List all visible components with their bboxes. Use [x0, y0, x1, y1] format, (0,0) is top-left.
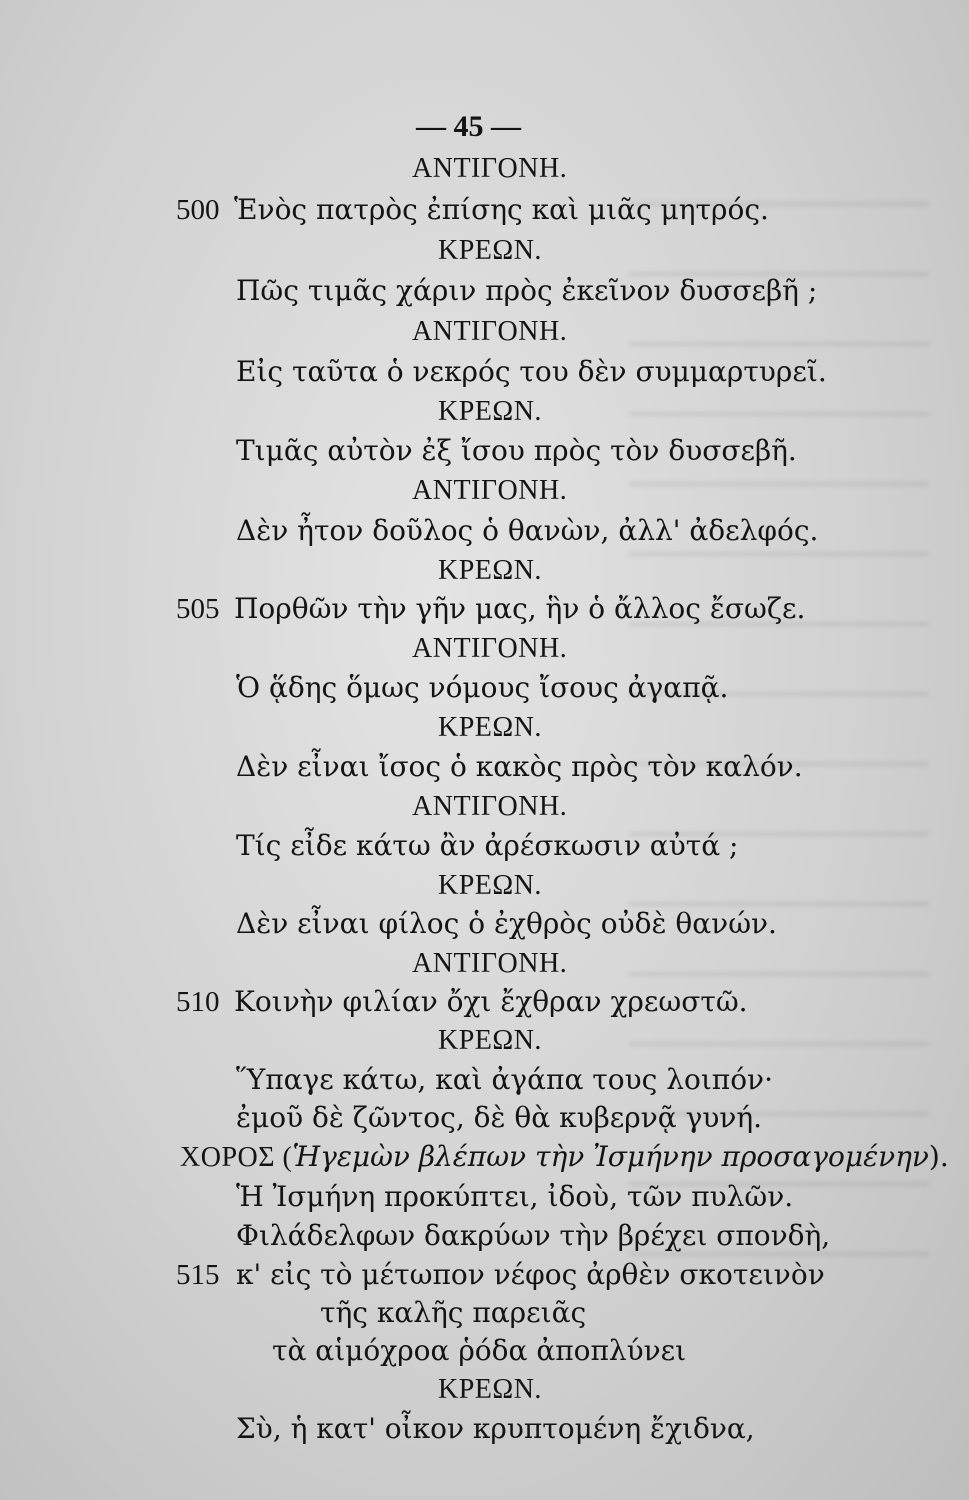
- verse-line: Τιμᾶς αὐτὸν ἐξ ἴσου πρὸς τὸν δυσσεβῆ.: [236, 434, 797, 467]
- speaker-creon: ΚΡΕΩΝ.: [438, 555, 542, 586]
- verse-line: Πῶς τιμᾶς χάριν πρὸς ἐκεῖνον δυσσεβῆ ;: [236, 274, 818, 307]
- line-number-500: 500: [176, 194, 220, 226]
- verse-line: Φιλάδελφων δακρύων τὴν βρέχει σπονδὴ,: [236, 1219, 831, 1252]
- verse-line: Εἰς ταῦτα ὁ νεκρός του δὲν συμμαρτυρεῖ.: [236, 355, 827, 388]
- speaker-creon: ΚΡΕΩΝ.: [438, 1374, 542, 1405]
- speaker-creon: ΚΡΕΩΝ.: [438, 1025, 542, 1056]
- speaker-antigone: ΑΝΤΙΓΟΝΗ.: [412, 153, 568, 184]
- speaker-antigone: ΑΝΤΙΓΟΝΗ.: [412, 316, 568, 347]
- verse-line: Ἡ Ἰσμήνη προκύπτει, ἰδοὺ, τῶν πυλῶν.: [236, 1180, 794, 1213]
- verse-line-indented: τῆς καλῆς παρειᾶς: [320, 1296, 587, 1329]
- verse-line-510: Κοινὴν φιλίαν ὄχι ἔχθραν χρεωστῶ.: [234, 985, 748, 1018]
- verse-line: Ὕπαγε κάτω, καὶ ἀγάπα τους λοιπόν·: [236, 1063, 773, 1096]
- speaker-antigone: ΑΝΤΙΓΟΝΗ.: [412, 948, 568, 979]
- chorus-stage-direction: [180, 1140, 949, 1175]
- speaker-antigone: ΑΝΤΙΓΟΝΗ.: [412, 633, 568, 664]
- page-number: — 45 —: [416, 110, 521, 143]
- line-number-505: 505: [176, 593, 220, 625]
- verse-line: Σὺ, ἡ κατ' οἶκον κρυπτομένη ἔχιδνα,: [236, 1412, 755, 1445]
- verse-line: Δὲν εἶναι ἴσος ὁ κακὸς πρὸς τὸν καλόν.: [236, 750, 803, 783]
- line-number-515: 515: [176, 1259, 220, 1291]
- verse-line: Ὁ ᾅδης ὅμως νόμους ἴσους ἀγαπᾷ.: [236, 671, 729, 704]
- speaker-antigone: ΑΝΤΙΓΟΝΗ.: [412, 791, 568, 822]
- verse-line-515: κ' εἰς τὸ μέτωπον νέφος ἀρθὲν σκοτεινὸν: [236, 1258, 825, 1291]
- speaker-creon: ΚΡΕΩΝ.: [438, 712, 542, 743]
- stage-direction-close: ).: [928, 1140, 949, 1173]
- line-number-510: 510: [176, 986, 220, 1018]
- stage-direction: Ἡγεμὼν βλέπων τὴν Ἰσμήνην προσαγομένην: [292, 1140, 929, 1173]
- verse-line-500: Ἑνὸς πατρὸς ἐπίσης καὶ μιᾶς μητρός.: [234, 193, 769, 226]
- speaker-creon: ΚΡΕΩΝ.: [438, 235, 542, 266]
- speaker-creon: ΚΡΕΩΝ.: [438, 396, 542, 427]
- speaker-antigone: ΑΝΤΙΓΟΝΗ.: [412, 475, 568, 506]
- chorus-label: ΧΟΡΟΣ (: [180, 1142, 293, 1173]
- verse-line-505: Πορθῶν τὴν γῆν μας, ἣν ὁ ἄλλος ἔσωζε.: [234, 592, 806, 625]
- verse-line: Δὲν εἶναι φίλος ὁ ἐχθρὸς οὐδὲ θανών.: [236, 907, 777, 940]
- verse-line: ἐμοῦ δὲ ζῶντος, δὲ θὰ κυβερνᾷ γυνή.: [236, 1101, 763, 1134]
- speaker-creon: ΚΡΕΩΝ.: [438, 870, 542, 901]
- verse-line: Δὲν ἦτον δοῦλος ὁ θανὼν, ἀλλ' ἀδελφός.: [236, 514, 819, 547]
- verse-line-indented: τὰ αἱμόχροα ῥόδα ἀποπλύνει: [272, 1334, 687, 1367]
- verse-line: Τίς εἶδε κάτω ἂν ἀρέσκωσιν αὐτά ;: [236, 829, 739, 862]
